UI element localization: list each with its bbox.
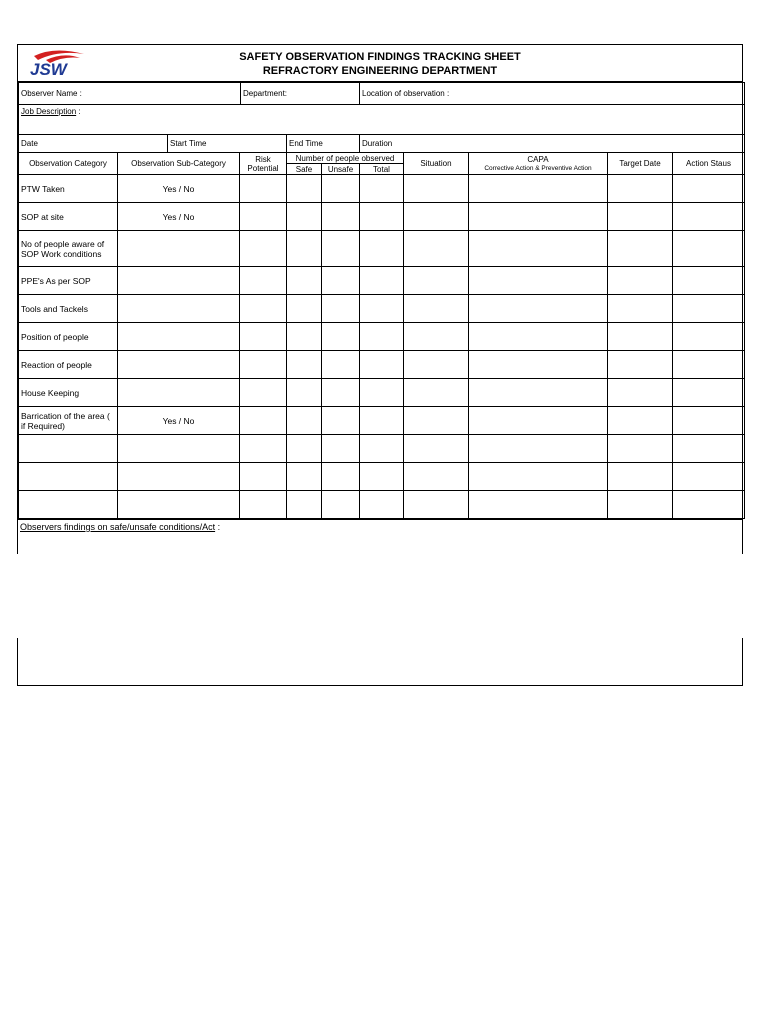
row-unsafe-cell[interactable] — [322, 203, 360, 231]
row-unsafe-cell[interactable] — [322, 435, 360, 463]
row-risk-cell[interactable] — [240, 295, 287, 323]
duration-field[interactable]: Duration — [360, 135, 745, 153]
row-total-cell[interactable] — [360, 491, 404, 519]
findings-field[interactable]: Observers findings on safe/unsafe conditions/Act : — [17, 520, 743, 554]
row-action-status-cell[interactable] — [673, 351, 745, 379]
row-target-date-cell[interactable] — [608, 267, 673, 295]
row-total-cell[interactable] — [360, 435, 404, 463]
svg-text:JSW: JSW — [30, 60, 67, 78]
info-table — [18, 82, 745, 135]
location-field[interactable]: Location of observation : — [360, 83, 745, 105]
row-sub-category[interactable]: Yes / No — [118, 175, 240, 203]
col-capa: CAPA Corrective Action & Preventive Action — [469, 153, 608, 175]
row-situation-cell[interactable] — [404, 323, 469, 351]
row-situation-cell[interactable] — [404, 351, 469, 379]
row-sub-category[interactable] — [118, 435, 240, 463]
row-total-cell[interactable] — [360, 351, 404, 379]
row-unsafe-cell[interactable] — [322, 351, 360, 379]
row-action-status-cell[interactable] — [673, 379, 745, 407]
row-category: PTW Taken — [19, 175, 118, 203]
row-risk-cell[interactable] — [240, 463, 287, 491]
row-safe-cell[interactable] — [287, 463, 322, 491]
row-unsafe-cell[interactable] — [322, 379, 360, 407]
row-category — [19, 491, 118, 519]
row-action-status-cell[interactable] — [673, 231, 745, 267]
findings-box-bottom[interactable] — [17, 638, 743, 686]
row-target-date-cell[interactable] — [608, 491, 673, 519]
row-total-cell[interactable] — [360, 295, 404, 323]
table-row — [19, 323, 745, 351]
table-row — [19, 203, 745, 231]
table-row — [19, 379, 745, 407]
row-capa-cell[interactable] — [469, 351, 608, 379]
table-row — [19, 435, 745, 463]
row-unsafe-cell[interactable] — [322, 463, 360, 491]
row-situation-cell[interactable] — [404, 491, 469, 519]
department-title: REFRACTORY ENGINEERING DEPARTMENT — [262, 65, 498, 77]
row-capa-cell[interactable] — [469, 231, 608, 267]
row-capa-cell[interactable] — [469, 175, 608, 203]
row-category: No of people aware of SOP Work conditions — [19, 231, 118, 267]
row-unsafe-cell[interactable] — [322, 407, 360, 435]
row-capa-cell[interactable] — [469, 295, 608, 323]
row-category: Reaction of people — [19, 351, 118, 379]
row-category — [19, 463, 118, 491]
row-risk-cell[interactable] — [240, 175, 287, 203]
row-safe-cell[interactable] — [287, 267, 322, 295]
row-capa-cell[interactable] — [469, 323, 608, 351]
observation-table — [18, 152, 745, 519]
row-unsafe-cell[interactable] — [322, 175, 360, 203]
row-situation-cell[interactable] — [404, 175, 469, 203]
row-action-status-cell[interactable] — [673, 203, 745, 231]
row-category: Barrication of the area ( if Required) — [19, 407, 118, 435]
date-field[interactable]: Date — [19, 135, 168, 153]
row-capa-cell[interactable] — [469, 491, 608, 519]
row-total-cell[interactable] — [360, 175, 404, 203]
row-category: PPE's As per SOP — [19, 267, 118, 295]
table-row — [19, 463, 745, 491]
row-target-date-cell[interactable] — [608, 379, 673, 407]
row-sub-category[interactable] — [118, 231, 240, 267]
row-total-cell[interactable] — [360, 379, 404, 407]
sheet-title: SAFETY OBSERVATION FINDINGS TRACKING SHEET — [239, 51, 521, 63]
row-situation-cell[interactable] — [404, 435, 469, 463]
row-sub-category[interactable] — [118, 267, 240, 295]
row-risk-cell[interactable] — [240, 203, 287, 231]
row-unsafe-cell[interactable] — [322, 231, 360, 267]
col-people-observed: Number of people observed — [287, 153, 404, 164]
row-unsafe-cell[interactable] — [322, 295, 360, 323]
department-field[interactable]: Department: — [241, 83, 360, 105]
col-situation: Situation — [404, 153, 469, 175]
row-sub-category[interactable] — [118, 379, 240, 407]
row-category: Tools and Tackels — [19, 295, 118, 323]
row-risk-cell[interactable] — [240, 407, 287, 435]
row-target-date-cell[interactable] — [608, 407, 673, 435]
row-capa-cell[interactable] — [469, 379, 608, 407]
row-unsafe-cell[interactable] — [322, 323, 360, 351]
row-action-status-cell[interactable] — [673, 175, 745, 203]
row-target-date-cell[interactable] — [608, 295, 673, 323]
row-safe-cell[interactable] — [287, 435, 322, 463]
col-action-status: Action Staus — [673, 153, 745, 175]
row-capa-cell[interactable] — [469, 267, 608, 295]
sheet-frame — [17, 44, 743, 520]
col-target-date: Target Date — [608, 153, 673, 175]
observation-rows — [19, 175, 745, 519]
row-situation-cell[interactable] — [404, 463, 469, 491]
end-time-field[interactable]: End Time — [287, 135, 360, 153]
row-safe-cell[interactable] — [287, 295, 322, 323]
row-action-status-cell[interactable] — [673, 407, 745, 435]
job-description-label: Job Description — [21, 107, 77, 116]
time-table — [18, 134, 745, 153]
row-target-date-cell[interactable] — [608, 203, 673, 231]
col-unsafe: Unsafe — [322, 164, 360, 175]
row-sub-category[interactable] — [118, 323, 240, 351]
observer-name-field[interactable]: Observer Name : — [19, 83, 241, 105]
table-row — [19, 175, 745, 203]
row-sub-category[interactable] — [118, 491, 240, 519]
tracking-sheet — [17, 44, 743, 554]
row-risk-cell[interactable] — [240, 323, 287, 351]
row-target-date-cell[interactable] — [608, 231, 673, 267]
row-target-date-cell[interactable] — [608, 463, 673, 491]
row-risk-cell[interactable] — [240, 351, 287, 379]
row-action-status-cell[interactable] — [673, 491, 745, 519]
row-safe-cell[interactable] — [287, 407, 322, 435]
row-target-date-cell[interactable] — [608, 351, 673, 379]
row-safe-cell[interactable] — [287, 203, 322, 231]
row-sub-category[interactable] — [118, 295, 240, 323]
row-situation-cell[interactable] — [404, 203, 469, 231]
sheet-header — [18, 45, 742, 82]
row-capa-cell[interactable] — [469, 203, 608, 231]
row-unsafe-cell[interactable] — [322, 491, 360, 519]
row-target-date-cell[interactable] — [608, 435, 673, 463]
row-safe-cell[interactable] — [287, 175, 322, 203]
row-total-cell[interactable] — [360, 407, 404, 435]
table-row — [19, 491, 745, 519]
row-situation-cell[interactable] — [404, 231, 469, 267]
row-action-status-cell[interactable] — [673, 267, 745, 295]
row-situation-cell[interactable] — [404, 407, 469, 435]
row-unsafe-cell[interactable] — [322, 267, 360, 295]
col-safe: Safe — [287, 164, 322, 175]
table-row — [19, 407, 745, 435]
row-action-status-cell[interactable] — [673, 463, 745, 491]
row-safe-cell[interactable] — [287, 231, 322, 267]
table-row — [19, 295, 745, 323]
row-total-cell[interactable] — [360, 323, 404, 351]
row-safe-cell[interactable] — [287, 491, 322, 519]
table-row — [19, 267, 745, 295]
row-capa-cell[interactable] — [469, 435, 608, 463]
row-risk-cell[interactable] — [240, 491, 287, 519]
sheet-titles — [18, 50, 742, 78]
row-safe-cell[interactable] — [287, 351, 322, 379]
table-row — [19, 231, 745, 267]
row-total-cell[interactable] — [360, 463, 404, 491]
row-situation-cell[interactable] — [404, 295, 469, 323]
row-category: House Keeping — [19, 379, 118, 407]
row-total-cell[interactable] — [360, 203, 404, 231]
row-action-status-cell[interactable] — [673, 435, 745, 463]
row-capa-cell[interactable] — [469, 407, 608, 435]
row-target-date-cell[interactable] — [608, 175, 673, 203]
row-capa-cell[interactable] — [469, 463, 608, 491]
row-safe-cell[interactable] — [287, 323, 322, 351]
row-risk-cell[interactable] — [240, 231, 287, 267]
row-action-status-cell[interactable] — [673, 323, 745, 351]
row-risk-cell[interactable] — [240, 379, 287, 407]
row-category: Position of people — [19, 323, 118, 351]
row-sub-category[interactable]: Yes / No — [118, 203, 240, 231]
start-time-field[interactable]: Start Time — [168, 135, 287, 153]
row-safe-cell[interactable] — [287, 379, 322, 407]
row-sub-category[interactable] — [118, 351, 240, 379]
row-situation-cell[interactable] — [404, 267, 469, 295]
row-risk-cell[interactable] — [240, 435, 287, 463]
col-sub-category: Observation Sub-Category — [118, 153, 240, 175]
row-situation-cell[interactable] — [404, 379, 469, 407]
row-sub-category[interactable] — [118, 463, 240, 491]
row-total-cell[interactable] — [360, 231, 404, 267]
col-category: Observation Category — [19, 153, 118, 175]
table-row — [19, 351, 745, 379]
col-total: Total — [360, 164, 404, 175]
findings-label: Observers findings on safe/unsafe conditions/Act — [20, 522, 216, 532]
row-action-status-cell[interactable] — [673, 295, 745, 323]
row-category: SOP at site — [19, 203, 118, 231]
row-category — [19, 435, 118, 463]
row-total-cell[interactable] — [360, 267, 404, 295]
row-sub-category[interactable]: Yes / No — [118, 407, 240, 435]
job-description-field[interactable]: Job Description : — [19, 105, 745, 135]
row-target-date-cell[interactable] — [608, 323, 673, 351]
row-risk-cell[interactable] — [240, 267, 287, 295]
col-risk-potential: Risk Potential — [240, 153, 287, 175]
